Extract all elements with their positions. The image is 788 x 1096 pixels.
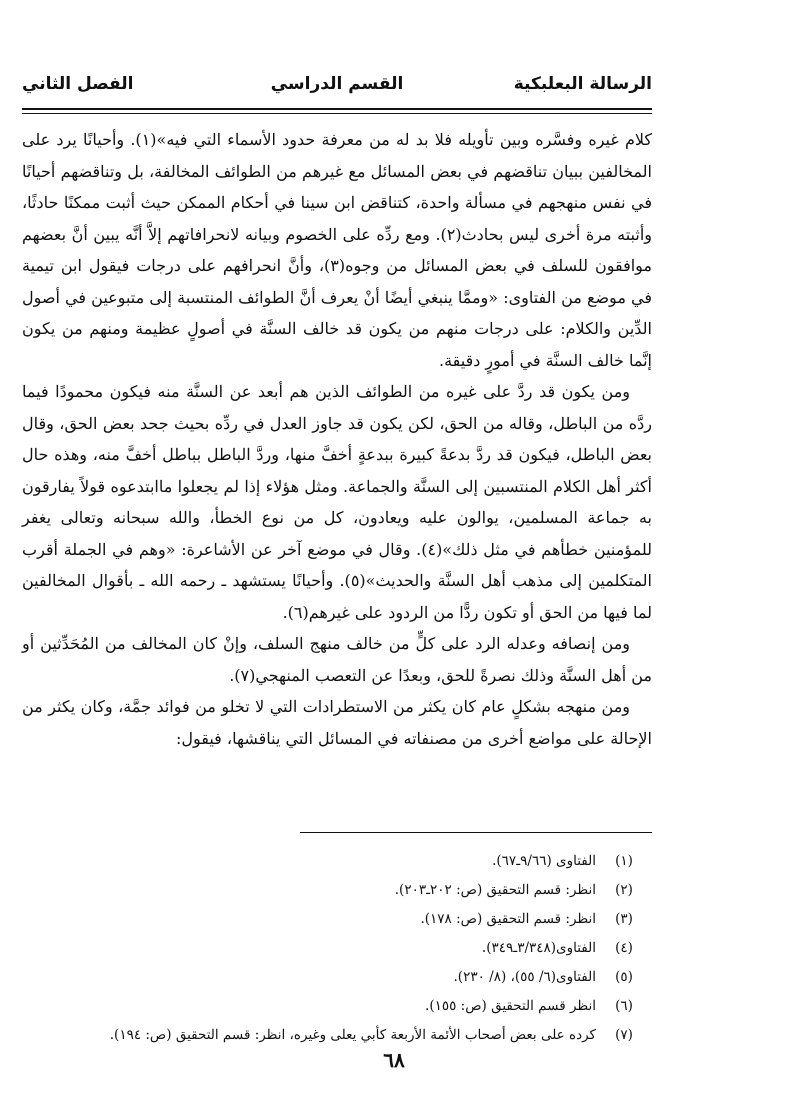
footnote-number: (٥) [615,968,633,985]
footnote [22,933,652,962]
page-number: ٦٨ [383,1048,405,1072]
footnote-number: (٧) [615,1026,633,1043]
footnote-separator [300,832,652,833]
footnotes [22,846,652,1049]
header-chapter-title: الفصل الثاني [22,74,134,94]
footnote-number: (٦) [615,997,633,1014]
footnote [22,875,652,904]
footnote-text: انظر: قسم التحقيق (ص: ١٧٨). [420,910,596,927]
footnote-text: انظر قسم التحقيق (ص: ١٥٥). [425,997,596,1014]
footnote [22,846,652,875]
footnote-number: (٣) [615,910,633,927]
footnote [22,991,652,1020]
body-text [22,124,652,754]
footnote-text: كرده على بعض أصحاب الأئمة الأربعة كأبي يعلى وغيره، انظر: قسم التحقيق (ص: ١٩٤). [109,1026,596,1043]
footnote-text: الفتاوى (٩/٦٦ـ٦٧). [492,852,596,869]
footnote-text: الفتاوى(٦/ ٥٥)، (٨/ ٢٣٠). [453,968,596,985]
footnote-number: (٤) [615,939,633,956]
footnote-number: (١) [615,852,633,869]
running-header [22,70,652,108]
header-rule [22,108,652,110]
footnote-text: انظر: قسم التحقيق (ص: ٢٠٢ـ٢٠٣). [394,881,596,898]
footnote-number: (٢) [615,881,633,898]
paragraph-4: ومن منهجه بشكلٍ عام كان يكثر من الاستطرادات التي لا تخلو من فوائد جمَّة، وكان يكثر من الإحالة على مواضع أخرى من مصنفاته في المسائل التي يناقشها، فيقول: [22,697,652,748]
header-book-title: الرسالة البعلبكية [513,74,652,94]
header-section-title: القسم الدراسي [270,74,404,94]
header-rule-thin [22,113,652,114]
paragraph-1: كلام غيره وفسَّره وبين تأويله فلا بد له من معرفة حدود الأسماء التي فيه»(١). وأحيانًا يرد على المخالفين ببيان تناقضهم في بعض المسائل مع غيرهم من الطوائف المخالفة، بل وتناقضهم أحيانًا في نفس منهجهم في مسألة واحدة، كتناقض ابن سينا في أحكام الممكن حيث أثبت ممكنًا حادثًا، وأثبته مرة أخرى ليس بحادث(٢). ومع ردِّه على الخصوم وبيانه لانحرافاتهم إلاَّ أنَّه يبين أنَّ بعضهم موافقون للسلف في بعض المسائل من وجوه(٣)، وأنَّ انحرافهم على درجات فيقول ابن تيمية في موضع من الفتاوى: «وممَّا ينبغي أيضًا أنْ يعرف أنَّ الطوائف المنتسبة إلى متبوعين في أصول الدِّين والكلام: على درجات منهم من يكون قد خالف السنَّة في أصولٍ عظيمة ومنهم من يكون إنَّما خالف السنَّة في أمورٍ دقيقة. [22,130,653,370]
paragraph-2: ومن يكون قد ردَّ على غيره من الطوائف الذين هم أبعد عن السنَّة منه فيكون محمودًا فيما ردَّه من الباطل، وقاله من الحق، لكن يكون قد جاوز العدل في ردِّه بحيث جحد بعض الحق، وقال بعض الباطل، فيكون قد ردَّ بدعةً كبيرة ببدعةٍ أخفَّ منها، وردَّ الباطل بباطل أخفَّ منه، وهذه حال أكثر أهل الكلام المنتسبين إلى السنَّة والجماعة. ومثل هؤلاء إذا لم يجعلوا ماابتدعوه قولاً يفارقون به جماعة المسلمين، يوالون عليه ويعادون، كل من نوع الخطأ، والله سبحانه وتعالى يغفر للمؤمنين خطأهم في مثل ذلك»(٤). وقال في موضع آخر عن الأشاعرة: «وهم في الجملة أقرب المتكلمين إلى مذهب أهل السنَّة والحديث»(٥). وأحيانًا يستشهد ـ رحمه الله ـ بأقوال المخالفين لما فيها من الحق أو تكون ردًّا من الردود على غيرهم(٦). [22,382,652,622]
paragraph-3: ومن إنصافه وعدله الرد على كلٍّ من خالف منهج السلف، وإنْ كان المخالف من المُحَدِّثين أو من أهل السنَّة وذلك نصرةً للحق، وبعدًا عن التعصب المنهجي(٧). [22,634,652,685]
footnote [22,962,652,991]
footnote [22,904,652,933]
footnote [22,1020,652,1049]
footnote-text: الفتاوى(٣/٣٤٨ـ٣٤٩). [481,939,596,956]
